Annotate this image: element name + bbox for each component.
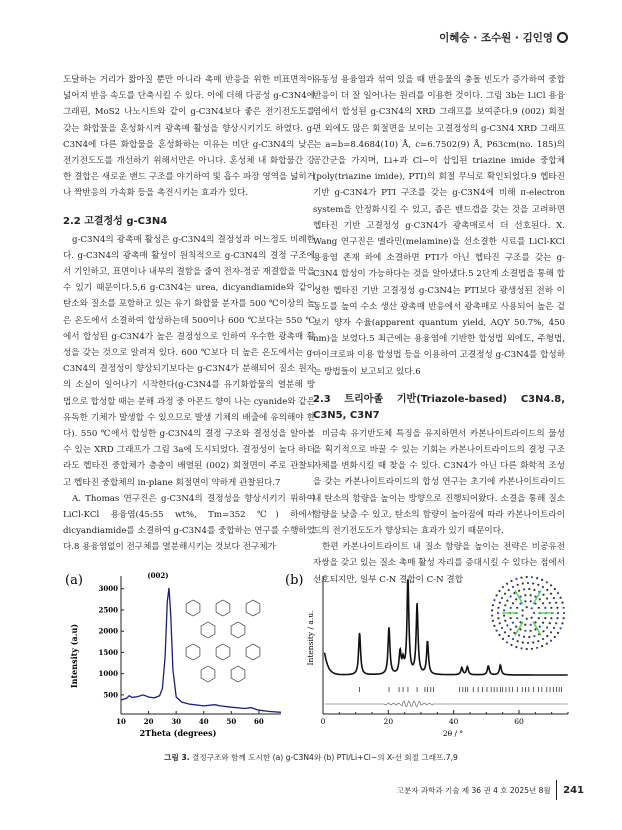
- x-axis-label-b: 2θ / °: [442, 729, 464, 738]
- atom-dot: [537, 640, 539, 642]
- atom-dot: [542, 630, 544, 632]
- atom-dot: [553, 597, 555, 599]
- x-tick-label-a: 40: [198, 717, 209, 726]
- left-column: [63, 72, 315, 556]
- atom-dot: [546, 626, 548, 628]
- panel-label-a: (a): [65, 573, 83, 588]
- atom-dot: [506, 583, 508, 585]
- section-title-2-2: 2.2 고결정성 g-C3N4: [63, 215, 168, 227]
- ring-shape: [201, 622, 215, 638]
- atom-dot: [556, 607, 558, 609]
- ring-shape: [231, 622, 245, 638]
- atom-dot: [536, 577, 538, 579]
- atom-dot: [491, 615, 493, 617]
- difference-curve: [325, 701, 568, 707]
- atom-dot: [534, 603, 536, 605]
- y-tick-label-a: 1000: [98, 669, 118, 679]
- y-tick-label-a: 2500: [98, 605, 118, 615]
- atom-dot: [503, 615, 505, 617]
- atom-dot: [516, 617, 518, 619]
- atom-dot: [546, 589, 548, 591]
- atom-dot: [542, 594, 544, 596]
- x-tick-label-b: 60: [514, 717, 524, 726]
- atom-dot: [561, 602, 563, 604]
- atom-dot: [544, 607, 546, 609]
- atom-dot: [546, 597, 548, 599]
- x-tick-label-a: 50: [226, 717, 237, 726]
- atom-dot: [541, 645, 543, 647]
- xrd-line-a: [121, 588, 281, 712]
- atom-dot: [526, 576, 528, 578]
- atom-dot: [554, 588, 556, 590]
- atom-dot: [522, 615, 524, 617]
- atom-dot: [506, 641, 508, 643]
- atom-dot: [497, 612, 499, 614]
- atom-dot: [522, 641, 524, 643]
- atom-dot: [498, 634, 500, 636]
- atom-dot: [517, 584, 519, 586]
- atom-dot: [563, 617, 565, 619]
- atom-dot: [512, 622, 514, 624]
- ring-shape: [231, 666, 245, 682]
- atom-dot: [519, 603, 521, 605]
- atom-dot: [526, 648, 528, 650]
- atom-dot: [528, 636, 530, 638]
- atom-dot: [549, 622, 551, 624]
- x-axis-label-a: 2Theta (degrees): [139, 728, 217, 738]
- atom-dot: [550, 640, 552, 642]
- atom-dot: [522, 582, 524, 584]
- caption-label: 그림 3.: [164, 753, 190, 762]
- atom-dot: [506, 624, 508, 626]
- atom-dot: [496, 594, 498, 596]
- atom-dot: [557, 592, 559, 594]
- atom-dot: [538, 617, 540, 619]
- ring-icon: [557, 32, 568, 43]
- atom-dot: [527, 642, 529, 644]
- atom-dot: [538, 607, 540, 609]
- atom-dot: [504, 620, 506, 622]
- paragraph: 한편 카본나이트라이트 내 질소 함량을 높이는 전략은 비공유전자쌍을 갖고 있는 질소 촉매 활성 자리를 증대시킬 수 있다는 점에서 선호되지만, 일부 C-N 결합이 C-N 결합: [313, 542, 565, 585]
- x-tick-label-a: 10: [116, 717, 126, 726]
- atom-dot: [557, 612, 559, 614]
- atom-dot: [539, 598, 541, 600]
- atom-dot: [499, 622, 501, 624]
- x-tick-label-b: 20: [383, 717, 394, 726]
- atom-dot: [508, 589, 510, 591]
- ring-shape: [246, 644, 260, 660]
- atom-dot: [542, 622, 544, 624]
- pti-structure-icon: [491, 576, 565, 650]
- atom-dot: [531, 576, 533, 578]
- ring-shape: [216, 600, 230, 616]
- atom-dot: [542, 638, 544, 640]
- y-tick-label-a: 2000: [98, 626, 118, 636]
- xrd-chart-b: [283, 568, 573, 738]
- x-tick-label-a: 20: [143, 717, 154, 726]
- atom-dot: [527, 582, 529, 584]
- journal-info: 고분자 과학과 기술 제 36 권 4 호 2025년 8월: [396, 785, 551, 795]
- atom-dot: [523, 588, 525, 590]
- atom-dot: [542, 602, 544, 604]
- x-tick-label-b: 0: [320, 717, 326, 726]
- xrd-chart-a: [63, 568, 288, 738]
- atom-dot: [508, 635, 510, 637]
- ring-shape: [246, 600, 260, 616]
- atom-dot: [501, 627, 503, 629]
- atom-dot: [556, 617, 558, 619]
- atom-dot: [524, 624, 526, 626]
- atom-dot: [510, 617, 512, 619]
- footer-divider: [556, 780, 558, 800]
- atom-dot: [532, 641, 534, 643]
- atom-dot: [515, 578, 517, 580]
- atom-dot: [524, 600, 526, 602]
- chloride-channel: [533, 622, 541, 636]
- atom-dot: [512, 638, 514, 640]
- x-tick-label-a: 60: [254, 717, 264, 726]
- atom-dot: [546, 643, 548, 645]
- atom-dot: [542, 586, 544, 588]
- y-tick-label-a: 3000: [98, 584, 118, 594]
- atom-dot: [520, 647, 522, 649]
- atom-dot: [520, 577, 522, 579]
- y-tick-label-a: 500: [103, 690, 118, 700]
- paragraph: 비금속 유기반도체 특징을 유지하면서 카본나이트라이드의 물성을 획기적으로 바꿀 수 있는 기회는 카본나이트라이드의 결정 구조 자체를 변화시킬 때 찾을 수 있다. C3N4가 아닌 다른 화학적 조성을 갖는 카본나이트라이드의 합성 연구는 초기에 카본나이트라이드 내 탄소의 함량을 높이는 방향으로 진행되어왔다. 소결을 통해 질소 함량을 낮출 수 있고, 탄소의 함량이 높아짐에 따라 카본나이트라이드의 전기전도도가 향상되는 효과가 있기 때문이다.: [313, 428, 565, 537]
- atom-dot: [516, 607, 518, 609]
- y-axis-label-b: Intensity / a.u.: [306, 610, 315, 666]
- atom-dot: [523, 636, 525, 638]
- atom-dot: [534, 621, 536, 623]
- atom-dot: [503, 609, 505, 611]
- atom-dot: [531, 617, 533, 619]
- atom-dot: [499, 602, 501, 604]
- x-tick-label-a: 30: [171, 717, 182, 726]
- atom-dot: [510, 644, 512, 646]
- atom-dot: [546, 635, 548, 637]
- atom-dot: [563, 607, 565, 609]
- paragraph: 유동성 용융염과 섞여 있을 때 반응물의 충돌 빈도가 증가하여 중합 반응이 더 잘 일어나는 원리를 이용한 것이다. 그림 3b는 LiCl 용융염에서 합성된 g-C3N4의 XRD 그래프를 보여준다.9 (002) 회절면 외에도 많은 회절면을 보이는 고결정성의 g-C3N4 XRD 그래프는 a=b=8.4684(10) Å, c=6.7502(9) Å, P63cm(no. 185)의 공간군을 가지며, Li+과 Cl−이 삽입된 triazine imide 중합체(poly(triazine imide), PTI)의 회절 무늬로 확인되었다.9 헵타진 기반 g-C3N4가 PTI 구조를 갖는 g-C3N4에 비해 π-electron system을 안정화시킬 수 있고, 좁은 밴드갭을 갖는 것을 고려하면 헵타진 기반 고결정성 g-C3N4가 광촉매로서 더 선호된다. X. Wang 연구진은 멜라민(melamine)을 선소결한 시료를 LiCl-KCl 용융염 존재 하에 소결하면 PTI가 아닌 헵타진 구조를 갖는 g-C3N4 합성이 가능하다는 것을 알아냈다.5 2단계 소결법을 통해 합성한 헵타진 기반 고결정성 g-C3N4는 PTI보다 광생성된 전하 이동도를 높여 수소 생산 광촉매 반응에서 광촉매로 사용되어 높은 겉보기 양자 수율(apparent quantum yield, AQY 50.7%, 450 nm)을 보였다.5 최근에는 용융염에 기반한 합성법 외에도, 주형법, 마이크로파 이용 합성법 등을 이용하여 고결정성 g-C3N4를 합성하는 방법들이 보고되고 있다.6: [313, 75, 565, 377]
- atom-dot: [528, 588, 530, 590]
- atom-dot: [526, 618, 528, 620]
- atom-dot: [533, 589, 535, 591]
- atom-dot: [532, 582, 534, 584]
- atom-dot: [517, 640, 519, 642]
- y-tick-label-a: 1500: [98, 647, 118, 657]
- atom-dot: [539, 626, 541, 628]
- atom-dot: [549, 602, 551, 604]
- atom-dot: [512, 602, 514, 604]
- atom-dot: [550, 631, 552, 633]
- atom-dot: [512, 586, 514, 588]
- atom-dot: [504, 631, 506, 633]
- atom-dot: [501, 597, 503, 599]
- atom-dot: [497, 617, 499, 619]
- atom-dot: [537, 584, 539, 586]
- atom-dot: [506, 600, 508, 602]
- atom-dot: [560, 627, 562, 629]
- ring-shape: [201, 666, 215, 682]
- atom-dot: [553, 627, 555, 629]
- atom-dot: [550, 617, 552, 619]
- figure-caption: [0, 752, 622, 763]
- atom-dot: [555, 622, 557, 624]
- atom-dot: [524, 630, 526, 632]
- atom-dot: [536, 647, 538, 649]
- atom-dot: [530, 600, 532, 602]
- paragraph: A. Thomas 연구진은 g-C3N4의 결정성을 향상시키기 위하여 LiCl-KCl 용융염(45:55 wt%, Tm=352 ℃) 하에서 dicyandiamide를 소결하여 g-C3N4를 중합하는 연구를 수행하였다.8 용융염없이 전구체를 열분해시키는 것보다 전구체가: [63, 493, 315, 553]
- atom-dot: [526, 606, 528, 608]
- panel-label-b: (b): [285, 573, 304, 588]
- atom-dot: [530, 624, 532, 626]
- atom-dot: [498, 590, 500, 592]
- atom-dot: [533, 635, 535, 637]
- paragraph: g-C3N4의 광촉매 활성은 g-C3N4의 결정성과 어느정도 비례한다. g-C3N4의 광촉매 활성이 원칙적으로 g-C3N4의 결정 구조에서 기인하고, 표면이나 내부의 결함을 줄여 전자-정공 재결합을 막을 수 있기 때문이다.5,6 g-C3N4는 urea, dicyandiamide와 같이 탄소와 질소를 포함하고 있는 유기 화합물 분자를 500 ℃이상의 높은 온도에서 소결하여 합성하는데 500이나 600 ℃보다는 550 ℃에서 합성된 g-C3N4가 높은 결정성으로 인하여 우수한 광촉매 활성을 갖는 것으로 알려져 있다. 600 ℃보다 더 높은 온도에서는 g-C3N4의 결정성이 향상되기보다는 g-C3N4가 분해되어 질소 원자의 소실이 일어나기 시작한다(g-C3N4를 유기화합물의 열분해 방법으로 합성할 때는 분해 과정 중 아몬드 향이 나는 cyanide와 같은 유독한 기체가 발생할 수 있으므로 발생 기체의 배출에 유의해야 한다). 550 ℃에서 합성한 g-C3N4의 결정 구조와 결정성을 알아볼 수 있는 XRD 그래프가 그림 3a에 도시되었다. 결정성이 높다 하더라도 헵타진 중합체가 층층이 배열된 (002) 회절면이 주로 관찰되고 헵타진 중합체의 in-plane 회절면이 약하게 관찰된다.7: [63, 234, 315, 488]
- atom-dot: [550, 607, 552, 609]
- x-tick-label-b: 40: [448, 717, 459, 726]
- peak-annotation: (002): [147, 571, 169, 580]
- atom-dot: [491, 609, 493, 611]
- atom-dot: [560, 597, 562, 599]
- heptazine-structure-icon: [186, 600, 260, 682]
- atom-dot: [502, 586, 504, 588]
- atom-dot: [515, 626, 517, 628]
- atom-dot: [518, 590, 520, 592]
- atom-dot: [515, 598, 517, 600]
- atom-dot: [492, 604, 494, 606]
- atom-dot: [533, 612, 535, 614]
- atom-dot: [510, 607, 512, 609]
- right-column: [313, 72, 565, 588]
- page-number: 241: [563, 784, 584, 796]
- ring-shape: [216, 644, 230, 660]
- atom-dot: [561, 622, 563, 624]
- paragraph: 도달하는 거리가 짧아질 뿐만 아니라 촉매 반응을 위한 비표면적이 넓어져 반응 속도를 단축시킬 수 있다. 이에 더해 다공성 g-C3N4에 그래핀, MoS2 나노시트와 같이 g-C3N4보다 좋은 전기전도도를 갖는 화합물을 혼성화시켜 광촉매 활성을 향상시키기도 하였다. g-C3N4에 다른 화합물을 혼성화하는 이유는 비단 g-C3N4의 낮은 전기전도도를 개선하기 위해서만은 아니다. 혼성체 내 화합물간 강한 결합은 새로운 밴드 구조를 야기하여 빛 흡수 파장 영역을 넓히거나 짝반응의 가속화 등을 촉진시키는 효과가 있다.: [63, 75, 315, 199]
- atom-dot: [530, 594, 532, 596]
- atom-dot: [504, 604, 506, 606]
- atom-dot: [550, 593, 552, 595]
- atom-dot: [519, 621, 521, 623]
- atom-dot: [563, 612, 565, 614]
- chloride-channel: [533, 590, 541, 604]
- atom-dot: [555, 602, 557, 604]
- chloride-channel: [515, 622, 523, 636]
- atom-dot: [524, 594, 526, 596]
- atom-dot: [557, 632, 559, 634]
- atom-dot: [554, 636, 556, 638]
- atom-dot: [530, 630, 532, 632]
- atom-dot: [510, 580, 512, 582]
- atom-dot: [510, 628, 512, 630]
- atom-dot: [493, 625, 495, 627]
- atom-dot: [515, 646, 517, 648]
- chloride-channel: [515, 590, 523, 604]
- atom-dot: [541, 579, 543, 581]
- y-axis-label-a: Intensity (a.u): [69, 623, 79, 689]
- figure-3: [63, 568, 573, 738]
- atom-dot: [546, 581, 548, 583]
- atom-dot: [531, 648, 533, 650]
- atom-dot: [492, 620, 494, 622]
- atom-dot: [522, 609, 524, 611]
- page-footer: [397, 780, 584, 800]
- atom-dot: [502, 638, 504, 640]
- atom-dot: [550, 584, 552, 586]
- atom-dot: [493, 599, 495, 601]
- atom-dot: [496, 630, 498, 632]
- atom-dot: [518, 634, 520, 636]
- atom-dot: [544, 617, 546, 619]
- authors: 이혜승 · 조수원 · 김인영: [439, 32, 553, 44]
- ring-shape: [186, 644, 200, 660]
- atom-dot: [510, 595, 512, 597]
- running-header: [439, 30, 568, 45]
- section-title-2-3: 2.3 트리아졸 기반(Triazole-based) C3N4.8, C3N5, C3N7: [313, 393, 565, 421]
- caption-text: 결정구조와 함께 도시한 (a) g-C3N4와 (b) PTI/Li+Cl−의 X-선 회절 그래프.7,9: [192, 753, 458, 762]
- atom-dot: [504, 593, 506, 595]
- ring-shape: [186, 600, 200, 616]
- atom-dot: [531, 607, 533, 609]
- atom-dot: [497, 607, 499, 609]
